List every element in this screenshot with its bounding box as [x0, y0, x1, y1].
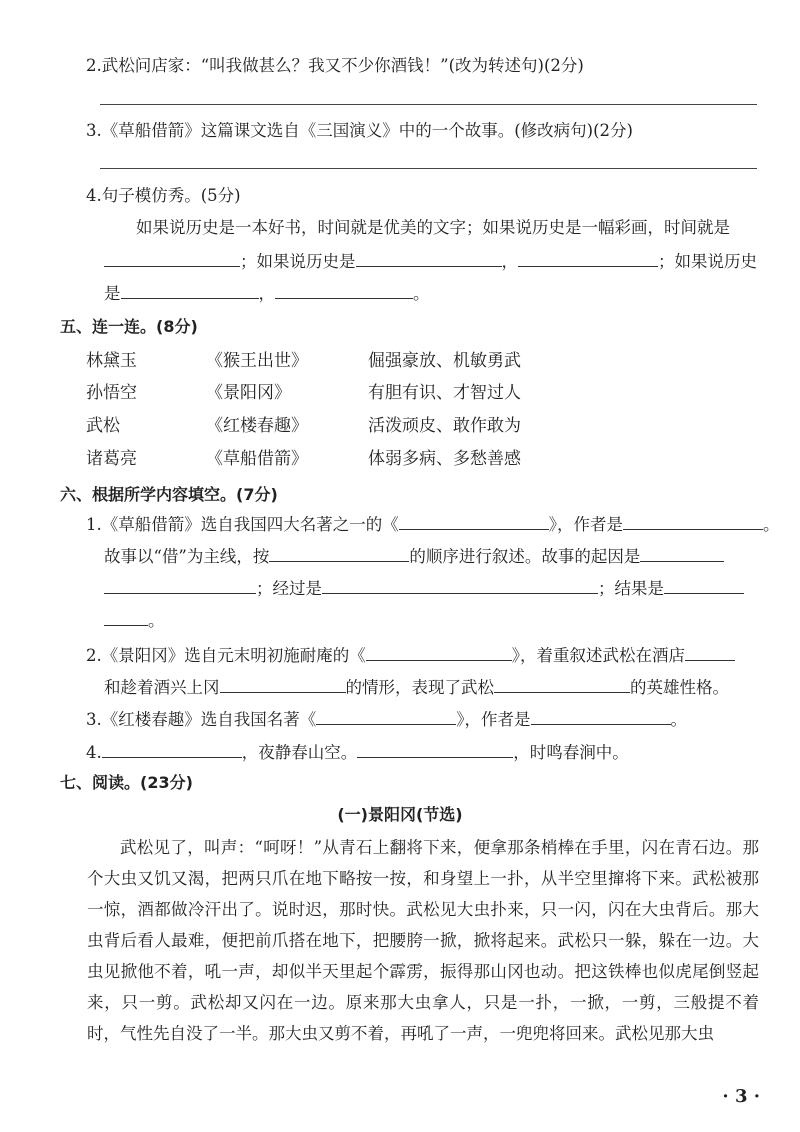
passage-title: (一)景阳冈(节选)	[337, 805, 463, 824]
blank[interactable]	[275, 284, 413, 299]
character-trait[interactable]: 倔强豪放、机敏勇武	[368, 351, 521, 371]
blank[interactable]	[366, 646, 512, 661]
q4-text: 。	[413, 284, 430, 303]
sec6-q1-line1	[86, 514, 780, 536]
q4-text: ；如果说历史	[658, 252, 757, 271]
q-text: ；结果是	[598, 579, 664, 598]
character-trait[interactable]: 有胆有识、才智过人	[368, 383, 521, 403]
q-text: 故事以“借”为主线，按	[104, 547, 270, 566]
q-text: 》，作者是	[456, 710, 531, 729]
q-text: ，夜静春山空。	[241, 743, 358, 762]
character-trait[interactable]: 体弱多病、多愁善感	[368, 449, 521, 469]
q-text: 》，着重叙述武松在酒店	[511, 646, 685, 665]
blank[interactable]	[664, 579, 744, 594]
q4-text: ，	[258, 284, 275, 303]
blank[interactable]	[316, 710, 456, 725]
q4-line-2	[104, 251, 757, 273]
q-text: ；经过是	[256, 579, 322, 598]
section-6-heading: 六、根据所学内容填空。(7分)	[60, 485, 278, 504]
blank[interactable]	[640, 547, 724, 562]
character-name[interactable]: 林黛玉	[86, 351, 137, 371]
page-number: · 3 ·	[722, 1086, 760, 1107]
sec6-q2-line2	[104, 677, 729, 699]
blank[interactable]	[104, 252, 240, 267]
blank[interactable]	[104, 579, 256, 594]
sec6-q3	[86, 709, 687, 731]
section-7-heading: 七、阅读。(23分)	[60, 773, 193, 792]
book-title[interactable]: 《红楼春趣》	[206, 416, 308, 436]
q-text: 3.《红楼春趣》选自我国名著《	[86, 710, 317, 729]
blank[interactable]	[269, 547, 409, 562]
q4-example-sentence: 如果说历史是一本好书，时间就是优美的文字；如果说历史是一幅彩画，时间就是	[136, 218, 730, 237]
book-title[interactable]: 《猴王出世》	[206, 351, 308, 371]
blank[interactable]	[104, 611, 148, 626]
sec6-q1-line2	[104, 546, 724, 568]
sec6-q4	[86, 742, 629, 764]
matching-row	[86, 444, 521, 469]
character-name[interactable]: 武松	[86, 416, 120, 436]
q-text: 》，作者是	[548, 515, 623, 534]
blank[interactable]	[356, 252, 502, 267]
matching-row	[86, 346, 521, 371]
section-5-heading: 五、连一连。(8分)	[60, 317, 198, 336]
answer-line-q2[interactable]	[100, 104, 757, 105]
q4-text: 是	[104, 284, 121, 303]
reading-passage: 武松见了，叫声：“呵呀！”从青石上翻将下来，便拿那条梢棒在手里，闪在青石边。那个大虫又饥又渴，把两只爪在地下略按一按，和身望上一扑，从半空里撺将下来。武松被那一惊，酒都做冷汗出了。说时迟，那时快。武松见大虫扑来，只一闪，闪在大虫背后。那大虫背后看人最难，便把前爪搭在地下，把腰胯一掀，掀将起来。武松只一躲，躲在一边。大虫见掀他不着，吼一声，却似半天里起个霹雳，振得那山冈也动。把这铁棒也似虎尾倒竖起来，只一剪。武松却又闪在一边。原来那大虫拿人，只是一扑，一掀，一剪，三般提不着时，气性先自没了一半。那大虫又剪不着，再吼了一声，一兜兜将回来。武松见那大虫	[87, 838, 759, 1043]
q-text: 1.《草船借箭》选自我国四大名著之一的《	[86, 515, 399, 534]
book-title[interactable]: 《草船借箭》	[206, 449, 308, 469]
sec6-q1-line4	[104, 610, 165, 632]
sec6-q2-line1	[86, 645, 735, 667]
blank[interactable]	[220, 678, 346, 693]
q4-text: ，	[501, 252, 518, 271]
blank[interactable]	[518, 252, 658, 267]
matching-row	[86, 411, 521, 436]
blank[interactable]	[357, 743, 513, 758]
q-text: 2.《景阳冈》选自元末明初施耐庵的《	[86, 646, 366, 665]
blank[interactable]	[494, 678, 630, 693]
blank[interactable]	[102, 743, 242, 758]
q-text: 。	[148, 611, 165, 630]
character-name[interactable]: 诸葛亮	[86, 449, 137, 469]
q-text: 4.	[86, 743, 102, 762]
blank[interactable]	[685, 646, 735, 661]
q4-line-3	[104, 283, 430, 305]
q4-text: ；如果说历史是	[240, 252, 356, 271]
blank[interactable]	[623, 515, 763, 530]
answer-line-q3[interactable]	[100, 168, 757, 169]
book-title[interactable]: 《景阳冈》	[206, 383, 291, 403]
blank[interactable]	[531, 710, 671, 725]
q-text: 。	[763, 515, 780, 534]
question-2: 2.武松问店家：“叫我做甚么？我又不少你酒钱！”(改为转述句)(2分)	[86, 56, 584, 75]
character-name[interactable]: 孙悟空	[86, 383, 137, 403]
blank[interactable]	[322, 579, 598, 594]
q-text: 和趁着酒兴上冈	[104, 678, 220, 697]
sec6-q1-line3	[104, 578, 744, 600]
q-text: ，时鸣春涧中。	[513, 743, 629, 762]
q-text: 的顺序进行叙述。故事的起因是	[409, 547, 641, 566]
character-trait[interactable]: 活泼顽皮、敢作敢为	[368, 416, 521, 436]
blank[interactable]	[121, 284, 259, 299]
q-text: 的情形，表现了武松	[345, 678, 494, 697]
blank[interactable]	[399, 515, 549, 530]
question-4-title: 4.句子模仿秀。(5分)	[86, 186, 241, 205]
q-text: 的英雄性格。	[630, 678, 729, 697]
question-3: 3.《草船借箭》这篇课文选自《三国演义》中的一个故事。(修改病句)(2分)	[86, 121, 633, 140]
q-text: 。	[670, 710, 687, 729]
matching-row	[86, 378, 521, 403]
